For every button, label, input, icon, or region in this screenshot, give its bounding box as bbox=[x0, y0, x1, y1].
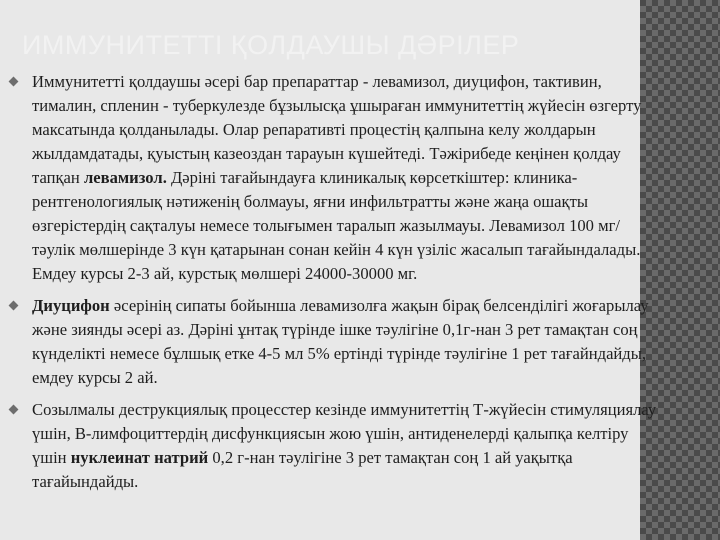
bullet-item-2 bbox=[8, 294, 658, 390]
bullet-item-3 bbox=[8, 398, 658, 494]
bold-term-levamisole: левамизол. bbox=[83, 168, 167, 187]
text-run: Иммунитетті қолдаушы әсері бар препараттар - левамизол, диуцифон, тактивин, тималин, спленин - туберкулезде бұзылысқа ұшыраған иммунитеттің жүйесін өзгерту максатында қолданылады. Олар репаративті процестің қалпына келу жолдарын жылдамдатады, қуыстың казеоздан тарауын күшейтеді. Тәжірибеде кеңінен қолдау тапқан bbox=[32, 72, 642, 187]
text-run: Созылмалы деструкциялық процесстер кезінде иммунитеттің Т-жүйесін стимуляциялау үшін, В-лимфоциттердің дисфункциясын жою үшін, антиденелерді қалыпқа келтіру үшін bbox=[32, 400, 657, 467]
bullet-diamond-icon bbox=[9, 405, 19, 415]
bold-term-sodium-nucleinate: нуклеинат натрий bbox=[70, 448, 209, 467]
text-run: Дәріні тағайындауға клиникалық көрсеткіштер: клиника-рентгенологиялық нәтиженің болмауы, яғни инфильтратты және жаңа ошақты өзгерістердің сақталуы немесе толығымен таралып жазылмауы. Левамизол 100 мг/тәулік мөлшерінде 3 күн қатарынан сонан кейін 4 күн үзіліс жасалып тағайындалады. Емдеу курсы 2-3 ай, курстық мөлшері 24000-30000 мг. bbox=[32, 168, 641, 283]
bullet-diamond-icon bbox=[9, 77, 19, 87]
bullet-item-1 bbox=[8, 70, 658, 286]
slide-title: ИММУНИТЕТТІ ҚОЛДАУШЫ ДӘРІЛЕР bbox=[22, 30, 520, 60]
bullet-text bbox=[32, 400, 656, 491]
bullet-text bbox=[32, 296, 649, 387]
bullet-diamond-icon bbox=[9, 301, 19, 311]
text-run: әсерінің сипаты бойынша левамизолға жақын бірақ белсенділігі жоғарылау және зиянды әсері аз. Дәріні ұнтақ түрінде ішке тәулігіне 0,1г-нан 3 рет тамақтан соң күнделікті немесе бұлшық етке 4-5 мл 5% ертінді түрінде тәулігіне 1 рет тағайндайды, емдеу курсы 2 ай. bbox=[32, 296, 649, 387]
slide-content bbox=[8, 70, 658, 538]
bullet-text bbox=[32, 72, 641, 283]
bold-term-diucifon: Диуцифон bbox=[32, 296, 110, 315]
text-run: 0,2 г-нан тәулігіне 3 рет тамақтан соң 1 ай уақытқа тағайындайды. bbox=[32, 448, 573, 491]
